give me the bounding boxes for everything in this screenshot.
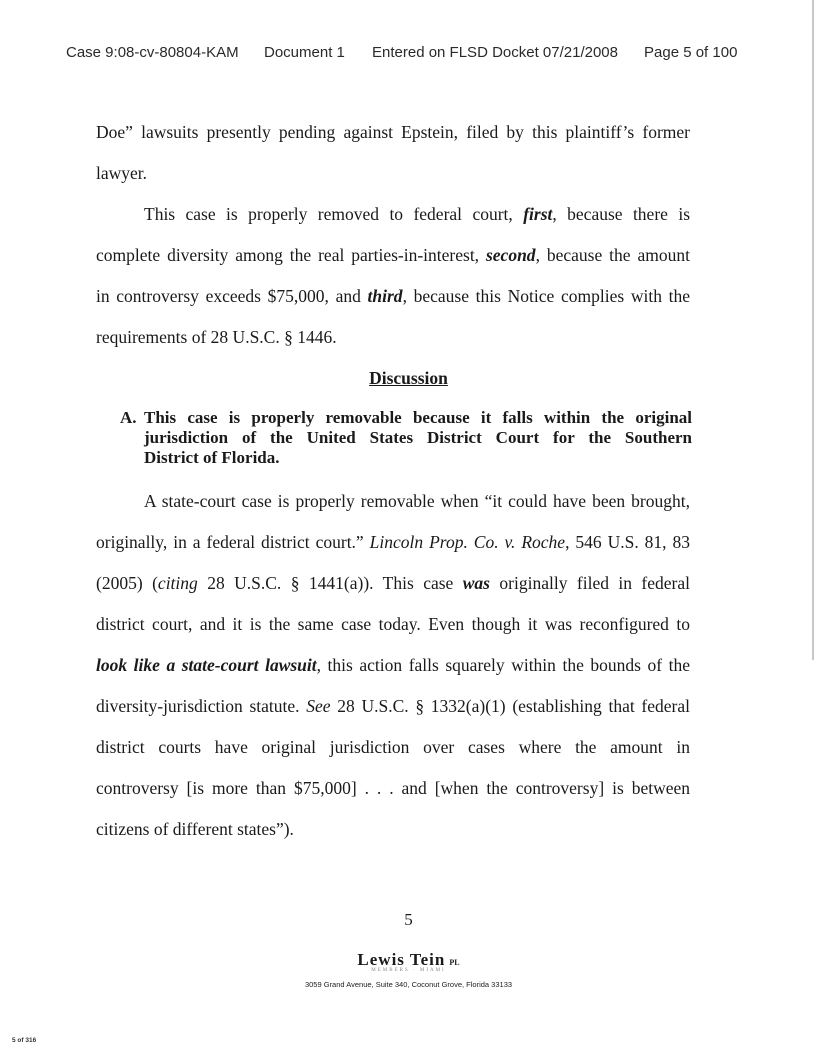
page-number: 5 (404, 910, 413, 929)
section-heading: Discussion (369, 368, 448, 388)
firm-logo (0, 950, 817, 973)
page-of-total: Page 5 of 100 (644, 44, 738, 61)
para3-line2: originally, in a federal district court.” Lincoln Prop. Co. v. Roche, 546 U.S. 81, 83 (96, 532, 691, 552)
document-number: Document 1 (264, 44, 345, 61)
para2-line4: requirements of 28 U.S.C. § 1446. (96, 327, 337, 347)
para3-line9: citizens of different states”). (96, 819, 294, 839)
case-number: Case 9:08-cv-80804-KAM (66, 44, 239, 61)
firm-name: Lewis Tein (357, 950, 446, 969)
para2-line1: This case is properly removed to federal court, first, because there is (144, 204, 690, 224)
para1-line1: Doe” lawsuits presently pending against Epstein, filed by this plaintiff’s former (96, 122, 690, 142)
bates-page-count: 5 of 316 (12, 1037, 37, 1044)
para3-line1: A state-court case is properly removable when “it could have been brought, (144, 491, 690, 511)
page-edge-line (812, 0, 814, 660)
docket-entry: Entered on FLSD Docket 07/21/2008 (372, 44, 618, 61)
para3-line6: diversity-jurisdiction statute. See 28 U.S.C. § 1332(a)(1) (establishing that federal (96, 696, 690, 716)
firm-tagline: MEMBERS · MIAMI (371, 968, 446, 973)
para3-line5: look like a state-court lawsuit, this action falls squarely within the bounds of the (96, 655, 690, 675)
subheading-row1: This case is properly removable because it falls within the original (144, 408, 692, 427)
para2-line2: complete diversity among the real parties-in-interest, second, because the amount (96, 245, 690, 265)
firm-suffix: PL (449, 958, 460, 967)
subheading-label: A. (120, 408, 137, 427)
para2-line3: in controversy exceeds $75,000, and third, because this Notice complies with the (96, 286, 691, 306)
para3-line7: district courts have original jurisdiction over cases where the amount in (96, 737, 690, 757)
firm-address: 3059 Grand Avenue, Suite 340, Coconut Grove, Florida 33133 (304, 980, 513, 989)
subheading-row2: jurisdiction of the United States District Court for the Southern (144, 428, 692, 447)
para3-line4: district court, and it is the same case today. Even though it was reconfigured to (96, 614, 690, 634)
para3-line8: controversy [is more than $75,000] . . . and [when the controversy] is between (96, 778, 690, 798)
subheading-row3: District of Florida. (144, 448, 280, 467)
para1-line2: lawyer. (96, 163, 148, 183)
para3-line3: (2005) (citing 28 U.S.C. § 1441(a)). This case was originally filed in federal (96, 573, 691, 593)
